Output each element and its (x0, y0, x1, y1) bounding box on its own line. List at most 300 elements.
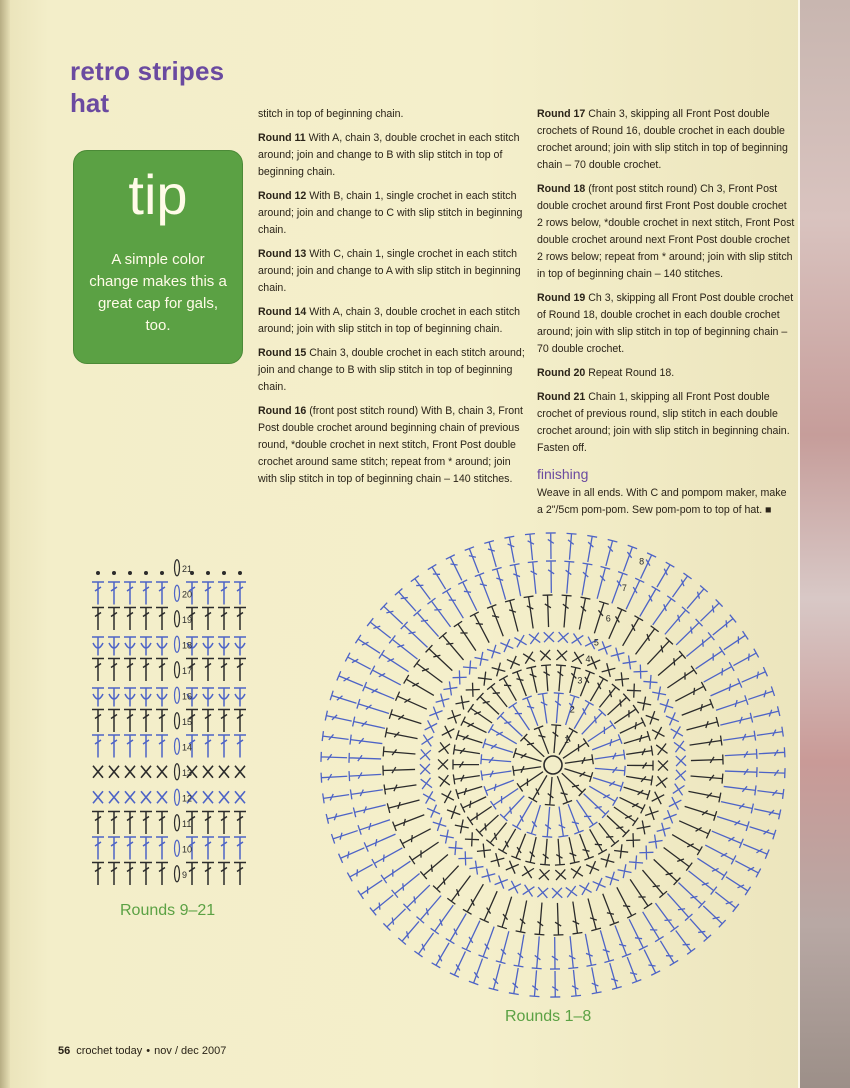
page-spine-shadow (0, 0, 10, 1088)
double-crochet-stitch (636, 626, 659, 655)
double-crochet-stitch (676, 619, 702, 645)
double-crochet-stitch (554, 693, 564, 723)
double-crochet-stitch (550, 937, 560, 969)
double-crochet-stitch (396, 692, 427, 710)
chart-row (92, 837, 246, 860)
round-number-label: 4 (585, 653, 591, 664)
single-crochet-stitch (507, 656, 520, 669)
round-text: Chain 3, skipping all Front Post double crochets of Round 16, double crochet in each double crochet around; join with slip stitch in top of beginning chain – 70 double crochet. (537, 108, 788, 171)
double-crochet-stitch (156, 659, 168, 682)
double-crochet-stitch (218, 710, 230, 733)
double-crochet-stitch (526, 666, 537, 692)
double-crochet-stitch (664, 848, 693, 871)
single-crochet-stitch (623, 655, 637, 669)
double-crochet-stitch (672, 573, 691, 597)
double-crochet-stitch (686, 632, 714, 656)
single-crochet-stitch (514, 635, 526, 647)
double-crochet-stitch (124, 710, 136, 733)
single-crochet-stitch (423, 791, 435, 803)
double-crochet-stitch (202, 608, 214, 631)
double-crochet-stitch (522, 696, 537, 726)
double-crochet-stitch (398, 921, 419, 944)
single-crochet-stitch (656, 776, 667, 787)
round-label: Round 19 (537, 292, 586, 304)
single-crochet-stitch (660, 699, 673, 712)
chart-row (92, 687, 246, 706)
double-crochet-stitch (538, 693, 548, 723)
double-crochet-stitch (569, 837, 580, 863)
single-crochet-stitch (540, 650, 551, 661)
front-post-stitch (218, 688, 230, 707)
double-crochet-stitch (600, 930, 614, 962)
double-crochet-stitch (350, 735, 382, 745)
double-crochet-stitch (492, 568, 506, 600)
double-crochet-stitch (489, 964, 501, 990)
chart-round (383, 595, 723, 935)
double-crochet-stitch (326, 813, 352, 824)
double-crochet-stitch (565, 754, 593, 764)
double-crochet-stitch (700, 599, 722, 621)
single-crochet-stitch (427, 805, 440, 818)
row-number-label: 15 (182, 716, 193, 727)
single-crochet-stitch (458, 851, 472, 865)
double-crochet-stitch (218, 812, 230, 835)
beginning-chain-icon (175, 560, 180, 576)
single-crochet-stitch (593, 878, 606, 891)
double-crochet-stitch (590, 829, 607, 854)
single-crochet-stitch (652, 792, 665, 805)
double-crochet-stitch (380, 603, 402, 624)
double-crochet-stitch (345, 653, 370, 670)
double-crochet-stitch (108, 863, 120, 886)
double-crochet-stitch (432, 943, 449, 968)
double-crochet-stitch (614, 705, 638, 724)
single-crochet-stitch (203, 766, 213, 778)
double-crochet-stitch (379, 650, 409, 672)
round-label: Round 11 (258, 132, 306, 144)
double-crochet-stitch (640, 586, 660, 616)
double-crochet-stitch (385, 728, 417, 739)
single-crochet-stitch (109, 766, 119, 778)
instructions-column-2 (537, 106, 795, 519)
double-crochet-stitch (156, 812, 168, 835)
double-crochet-stitch (156, 710, 168, 733)
slip-stitch (112, 571, 116, 575)
double-crochet-stitch (546, 533, 556, 559)
round-number-label: 6 (605, 613, 611, 624)
double-crochet-stitch (92, 659, 104, 682)
double-crochet-stitch (353, 717, 385, 729)
double-crochet-stitch (512, 670, 526, 696)
double-crochet-stitch (647, 638, 673, 665)
double-crochet-stitch (742, 667, 768, 682)
double-crochet-stitch (470, 612, 489, 643)
single-crochet-stitch (539, 869, 550, 880)
single-crochet-stitch (523, 652, 535, 664)
double-crochet-stitch (370, 666, 401, 685)
double-crochet-stitch (401, 622, 428, 648)
double-crochet-stitch (140, 608, 152, 631)
round-text: With B, chain 1, single crochet in each stitch around; join and change to C with slip stitch in beginning chain. (258, 190, 523, 236)
double-crochet-stitch (543, 595, 553, 627)
double-crochet-stitch (416, 896, 441, 924)
chart-row (92, 636, 246, 655)
chart-row (96, 560, 242, 576)
double-crochet-stitch (626, 746, 652, 756)
instruction-paragraph (258, 246, 526, 297)
single-crochet-stitch (469, 861, 483, 875)
double-crochet-stitch (330, 691, 356, 704)
bullet-separator: • (146, 1045, 151, 1057)
row-number-label: 12 (182, 793, 193, 804)
double-crochet-stitch (140, 582, 152, 605)
row-number-label: 9 (182, 869, 188, 880)
row-number-label: 17 (182, 665, 193, 676)
double-crochet-stitch (532, 936, 542, 968)
double-crochet-stitch (234, 608, 246, 631)
double-crochet-stitch (665, 607, 690, 635)
chart-round (321, 533, 785, 997)
double-crochet-stitch (705, 845, 736, 864)
single-crochet-stitch (601, 854, 615, 868)
rounds-9-21-stitch-chart (80, 555, 255, 893)
single-crochet-stitch (442, 726, 455, 739)
double-crochet-stitch (712, 831, 743, 848)
double-crochet-stitch (372, 848, 402, 868)
double-crochet-stitch (682, 699, 714, 715)
double-crochet-stitch (610, 963, 622, 989)
double-crochet-stitch (735, 861, 760, 878)
beginning-chain-icon (175, 636, 180, 652)
double-crochet-stitch (720, 713, 752, 725)
double-crochet-stitch (614, 807, 638, 826)
double-crochet-stitch (462, 921, 480, 952)
single-crochet-stitch (495, 875, 508, 888)
single-crochet-stitch (463, 660, 477, 674)
double-crochet-stitch (724, 785, 756, 795)
chart-round (513, 725, 594, 806)
double-crochet-stitch (363, 682, 394, 699)
round-text: (front post stitch round) With B, chain 3, Front Post double crochet around beginning chain of previous round, *double crochet in next stitch, Front Post double crochet around same stitch; repeat from * around; join with slip stitch in top of beginning chain – 140 stitches. (258, 405, 523, 485)
round-text: (front post stitch round) Ch 3, Front Post double crochet around first Front Post double crochet 2 rows below, *double crochet in next stitch, Front Post double crochet around next Front Post double crochet 2 rows below; repeat from * around; join with slip stitch in top of beginning chain – 140 stitches. (537, 183, 795, 280)
single-crochet-stitch (572, 652, 584, 664)
double-crochet-stitch (644, 950, 660, 976)
double-crochet-stitch (697, 858, 727, 880)
single-crochet-stitch (235, 791, 245, 803)
double-crochet-stitch (108, 608, 120, 631)
instruction-paragraph (537, 106, 795, 174)
page-footer (58, 1045, 226, 1057)
double-crochet-stitch (392, 874, 420, 898)
chart-row (92, 863, 246, 886)
double-crochet-stitch (528, 562, 538, 594)
front-post-stitch (108, 637, 120, 656)
row-number-label: 10 (182, 844, 193, 855)
single-crochet-stitch (633, 665, 647, 679)
double-crochet-stitch (389, 635, 417, 659)
double-crochet-stitch (384, 785, 416, 795)
double-crochet-stitch (409, 842, 438, 864)
double-crochet-stitch (496, 931, 509, 963)
round-text: With A, chain 3, double crochet in each stitch around; join and change to B with slip stitch in top of beginning chain. (258, 132, 520, 178)
front-post-stitch (156, 637, 168, 656)
rounds-1-8-caption: Rounds 1–8 (505, 1008, 592, 1025)
double-crochet-stitch (527, 805, 541, 835)
single-crochet-stitch (544, 632, 554, 642)
single-crochet-stitch (646, 711, 659, 724)
double-crochet-stitch (643, 912, 664, 942)
beginning-chain-icon (175, 764, 180, 780)
single-crochet-stitch (639, 845, 653, 859)
single-crochet-stitch (673, 784, 685, 796)
front-post-stitch (108, 688, 120, 707)
beginning-chain-icon (175, 611, 180, 627)
row-number-label: 14 (182, 742, 193, 753)
double-crochet-stitch (703, 906, 725, 927)
double-crochet-stitch (529, 970, 539, 996)
double-crochet-stitch (691, 774, 723, 784)
single-crochet-stitch (93, 791, 103, 803)
round-label: Round 16 (258, 405, 307, 417)
double-crochet-stitch (626, 578, 644, 609)
double-crochet-stitch (465, 547, 479, 573)
double-crochet-stitch (753, 706, 779, 717)
double-crochet-stitch (685, 806, 717, 820)
single-crochet-stitch (443, 681, 457, 695)
double-crochet-stitch (592, 734, 622, 749)
double-crochet-stitch (411, 576, 431, 600)
single-crochet-stitch (441, 791, 453, 803)
row-number-label: 21 (182, 563, 193, 574)
chart-row (92, 735, 246, 758)
double-crochet-stitch (585, 934, 596, 966)
double-crochet-stitch (108, 735, 120, 758)
double-crochet-stitch (499, 676, 516, 701)
double-crochet-stitch (156, 863, 168, 886)
double-crochet-stitch (555, 839, 565, 865)
row-number-label: 18 (182, 640, 193, 651)
single-crochet-stitch (465, 832, 479, 846)
double-crochet-stitch (475, 573, 491, 605)
double-crochet-stitch (626, 775, 652, 785)
double-crochet-stitch (759, 747, 785, 757)
single-crochet-stitch (652, 687, 666, 701)
double-crochet-stitch (234, 582, 246, 605)
single-crochet-stitch (439, 742, 450, 753)
double-crochet-stitch (725, 767, 757, 777)
round-label: Round 14 (258, 306, 307, 318)
double-crochet-stitch (484, 780, 514, 795)
double-crochet-stitch (92, 710, 104, 733)
double-crochet-stitch (218, 837, 230, 860)
double-crochet-stitch (690, 919, 711, 942)
double-crochet-stitch (124, 735, 136, 758)
double-crochet-stitch (218, 863, 230, 886)
double-crochet-stitch (534, 903, 544, 935)
single-crochet-stitch (558, 632, 569, 643)
front-post-stitch (202, 688, 214, 707)
double-crochet-stitch (370, 895, 393, 915)
single-crochet-stitch (579, 883, 591, 895)
single-crochet-stitch (448, 841, 462, 855)
double-crochet-stitch (689, 871, 717, 895)
double-crochet-stitch (321, 752, 347, 762)
double-crochet-stitch (463, 884, 483, 914)
double-crochet-stitch (599, 684, 619, 707)
double-crochet-stitch (603, 894, 619, 926)
double-crochet-stitch (414, 933, 433, 957)
single-crochet-stitch (675, 770, 686, 781)
double-crochet-stitch (511, 834, 525, 860)
double-crochet-stitch (202, 735, 214, 758)
single-crochet-stitch (663, 810, 676, 823)
double-crochet-stitch (514, 935, 524, 967)
round-number-label: 1 (564, 735, 570, 746)
double-crochet-stitch (624, 731, 650, 743)
single-crochet-stitch (566, 886, 577, 897)
single-crochet-stitch (537, 887, 548, 898)
double-crochet-stitch (525, 534, 535, 560)
double-crochet-stitch (525, 837, 536, 863)
double-crochet-stitch (124, 837, 136, 860)
double-crochet-stitch (92, 812, 104, 835)
double-crochet-stitch (487, 683, 507, 707)
single-crochet-stitch (671, 726, 683, 738)
round-text: Chain 1, skipping all Front Post double crochet of previous round, slip stitch in each double crochet around; join with slip stitch in beginning chain. Fasten off. (537, 391, 790, 454)
instructions-column-1 (258, 106, 526, 495)
double-crochet-stitch (367, 618, 391, 638)
single-crochet-stitch (438, 759, 448, 769)
single-crochet-stitch (598, 641, 611, 654)
double-crochet-stitch (480, 891, 498, 922)
slip-stitch (160, 571, 164, 575)
single-crochet-stitch (652, 727, 664, 739)
chart-row (93, 764, 245, 780)
finishing-text: Weave in all ends. With C and pompom maker, make a 2"/5cm pom-pom. Sew pom-pom to top of hat. ■ (537, 487, 787, 516)
single-crochet-stitch (420, 749, 431, 760)
double-crochet-stitch (420, 854, 448, 879)
single-crochet-stitch (491, 853, 505, 867)
front-post-stitch (140, 688, 152, 707)
double-crochet-stitch (486, 823, 506, 846)
double-crochet-stitch (339, 848, 365, 863)
double-crochet-stitch (321, 773, 347, 783)
round-number-label: 7 (621, 583, 627, 594)
double-crochet-stitch (483, 739, 513, 753)
double-crochet-stitch (660, 941, 678, 966)
double-crochet-stitch (510, 564, 521, 596)
double-crochet-stitch (364, 834, 395, 851)
beginning-chain-icon (175, 585, 180, 601)
single-crochet-stitch (453, 670, 467, 684)
round-number-label: 2 (569, 704, 575, 715)
double-crochet-stitch (723, 731, 755, 741)
double-crochet-stitch (124, 812, 136, 835)
front-post-stitch (156, 688, 168, 707)
instruction-paragraph (537, 181, 795, 283)
double-crochet-stitch (349, 753, 381, 763)
beginning-chain-icon (175, 738, 180, 754)
double-crochet-stitch (454, 621, 476, 650)
single-crochet-stitch (141, 791, 151, 803)
double-crochet-stitch (582, 563, 592, 595)
double-crochet-stitch (124, 659, 136, 682)
instruction-paragraph (258, 403, 526, 488)
single-crochet-stitch (482, 869, 496, 883)
double-crochet-stitch (710, 678, 741, 695)
single-crochet-stitch (658, 761, 668, 771)
double-crochet-stitch (615, 925, 631, 957)
double-crochet-stitch (551, 725, 561, 753)
double-crochet-stitch (92, 735, 104, 758)
double-crochet-stitch (579, 597, 590, 629)
single-crochet-stitch (657, 823, 671, 837)
double-crochet-stitch (562, 773, 586, 796)
round-label: Round 21 (537, 391, 586, 403)
double-crochet-stitch (607, 816, 629, 837)
double-crochet-stitch (617, 887, 636, 918)
double-crochet-stitch (383, 765, 415, 775)
double-crochet-stitch (325, 711, 351, 721)
double-crochet-stitch (218, 582, 230, 605)
double-crochet-stitch (717, 817, 749, 831)
double-crochet-stitch (481, 770, 511, 780)
double-crochet-stitch (234, 812, 246, 835)
double-crochet-stitch (468, 704, 492, 723)
double-crochet-stitch (568, 936, 578, 968)
single-crochet-stitch (602, 663, 616, 677)
double-crochet-stitch (467, 806, 491, 825)
double-crochet-stitch (588, 898, 601, 930)
double-crochet-stitch (395, 588, 416, 611)
row-number-label: 19 (182, 614, 193, 625)
double-crochet-stitch (678, 883, 705, 909)
single-crochet-stitch (475, 652, 489, 666)
double-crochet-stitch (759, 768, 785, 778)
double-crochet-stitch (667, 666, 696, 688)
double-crochet-stitch (564, 561, 574, 593)
chart-row (93, 789, 245, 805)
double-crochet-stitch (124, 863, 136, 886)
double-crochet-stitch (124, 608, 136, 631)
double-crochet-stitch (597, 567, 610, 599)
single-crochet-stitch (125, 791, 135, 803)
double-crochet-stitch (562, 595, 572, 627)
double-crochet-stitch (389, 709, 421, 723)
tip-text: A simple color change makes this a great cap for gals, too. (89, 251, 227, 334)
double-crochet-stitch (620, 797, 646, 813)
magazine-name: crochet today (76, 1045, 143, 1057)
single-crochet-stitch (478, 672, 492, 686)
single-crochet-stitch (93, 766, 103, 778)
round-text: Chain 3, double crochet in each stitch around; join and change to B with slip stitch in top of beginning chain. (258, 347, 525, 393)
instruction-paragraph (258, 188, 526, 239)
double-crochet-stitch (505, 599, 518, 631)
double-crochet-stitch (627, 957, 641, 983)
round-text: stitch in top of beginning chain. (258, 108, 404, 120)
single-crochet-stitch (645, 807, 658, 820)
double-crochet-stitch (541, 665, 551, 691)
double-crochet-stitch (108, 710, 120, 733)
single-crochet-stitch (506, 861, 519, 874)
round-label: Round 12 (258, 190, 307, 202)
double-crochet-stitch (433, 866, 459, 893)
single-crochet-stitch (219, 791, 229, 803)
single-crochet-stitch (477, 844, 491, 858)
double-crochet-stitch (623, 616, 643, 646)
double-crochet-stitch (754, 809, 780, 819)
double-crochet-stitch (672, 835, 702, 855)
